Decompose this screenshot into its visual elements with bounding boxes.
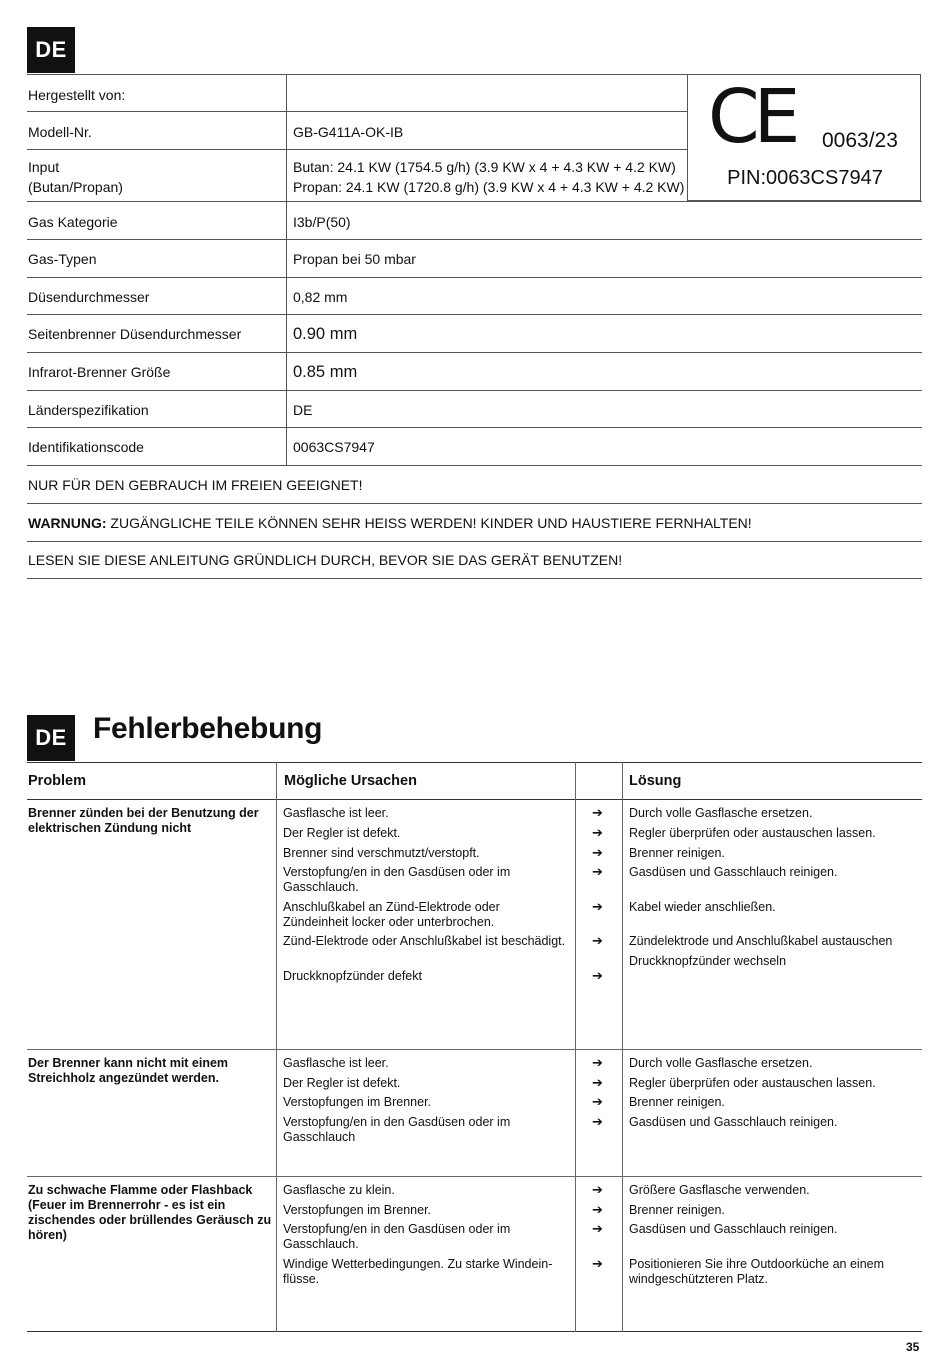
cause-item: Verstopfung/en in den Gasdüsen oder im Gasschlauch	[283, 1115, 511, 1144]
language-badge: DE	[27, 715, 75, 761]
cause-item: Verstopfungen im Brenner.	[283, 1095, 432, 1109]
spec-label: Infrarot-Brenner Größe	[28, 364, 171, 380]
arrow-icon: ➔	[592, 968, 603, 983]
section-title: Fehlerbehebung	[93, 712, 323, 745]
cause-item: Brenner sind verschmutzt/verstopft.	[283, 846, 480, 860]
spec-label: Gas-Typen	[28, 251, 97, 267]
cause-item: Verstopfung/en in den Gasdüsen oder im Gasschlauch.	[283, 1222, 511, 1251]
solution-item: Brenner reinigen.	[629, 1095, 725, 1109]
spec-value-sub: Propan: 24.1 KW (1720.8 g/h) (3.9 KW x 4 + 4.3 KW + 4.2 KW)	[293, 179, 685, 195]
page-number: 35	[906, 1340, 920, 1354]
solution-item: Gasdüsen und Gasschlauch reinigen.	[629, 1115, 838, 1129]
arrow-icon: ➔	[592, 1202, 603, 1217]
solution-item: Positionieren Sie ihre Outdoorküche an einem windgeschützteren Platz.	[629, 1257, 885, 1286]
spec-value: 0.90 mm	[293, 325, 358, 343]
ce-mark: CE	[708, 74, 795, 160]
arrow-icon: ➔	[592, 1094, 603, 1109]
cause-item: Verstopfungen im Brenner.	[283, 1203, 432, 1217]
solution-item: Gasdüsen und Gasschlauch reinigen.	[629, 1222, 838, 1236]
spec-label: Seitenbrenner Düsendurchmesser	[28, 326, 242, 342]
spec-label: Länderspezifikation	[28, 402, 149, 418]
header-solution: Lösung	[629, 773, 682, 789]
spec-label: Düsendurchmesser	[28, 289, 150, 305]
cause-item: Druckknopfzünder defekt	[283, 969, 422, 983]
spec-value: GB-G411A-OK-IB	[293, 124, 404, 140]
spec-value: DE	[293, 402, 313, 418]
arrow-icon: ➔	[592, 899, 603, 914]
cause-item: Windige Wetterbedingungen. Zu starke Windein- flüsse.	[283, 1257, 553, 1286]
warning-text: ZUGÄNGLICHE TEILE KÖNNEN SEHR HEISS WERDEN! KINDER UND HAUSTIERE FERNHALTEN!	[106, 515, 752, 531]
cause-item: Anschlußkabel an Zünd-Elektrode oder Zündeinheit locker oder unterbrochen.	[283, 900, 500, 929]
arrow-icon: ➔	[592, 864, 603, 879]
spec-label: Input	[28, 159, 60, 175]
solution-item: Durch volle Gasflasche ersetzen.	[629, 1056, 813, 1070]
problem-text: Der Brenner kann nicht mit einem Streichholz angezündet werden.	[28, 1056, 229, 1085]
solution-item: Kabel wieder anschließen.	[629, 900, 776, 914]
arrow-icon: ➔	[592, 825, 603, 840]
solution-item: Brenner reinigen.	[629, 1203, 725, 1217]
problem-text: Zu schwache Flamme oder Flashback (Feuer im Brennerrohr - es ist ein zischendes oder brüllendes Geräusch zu hören)	[28, 1183, 272, 1242]
cause-item: Der Regler ist defekt.	[283, 826, 401, 840]
header-causes: Mögliche Ursachen	[284, 773, 417, 789]
arrow-icon: ➔	[592, 1075, 603, 1090]
solution-item: Druckknopfzünder wechseln	[629, 954, 787, 968]
warning-label: WARNUNG:	[28, 515, 107, 531]
spec-label: Gas Kategorie	[28, 214, 118, 230]
cause-item: Gasflasche zu klein.	[283, 1183, 395, 1197]
spec-value: 0,82 mm	[293, 289, 348, 305]
cause-item: Gasflasche ist leer.	[283, 1056, 389, 1070]
spec-label: Hergestellt von:	[28, 87, 126, 103]
spec-label-sub: (Butan/Propan)	[28, 179, 123, 195]
arrow-icon: ➔	[592, 845, 603, 860]
solution-item: Zündelektrode und Anschlußkabel austauschen	[629, 934, 893, 948]
language-badge: DE	[27, 27, 75, 73]
cause-item: Verstopfung/en in den Gasdüsen oder im Gasschlauch.	[283, 865, 511, 894]
arrow-icon: ➔	[592, 1055, 603, 1070]
arrow-icon: ➔	[592, 1221, 603, 1236]
spec-value: Propan bei 50 mbar	[293, 251, 416, 267]
arrow-icon: ➔	[592, 933, 603, 948]
arrow-icon: ➔	[592, 1182, 603, 1197]
arrow-icon: ➔	[592, 1256, 603, 1271]
arrow-icon: ➔	[592, 1114, 603, 1129]
spec-value: 0.85 mm	[293, 363, 358, 381]
cause-item: Der Regler ist defekt.	[283, 1076, 401, 1090]
solution-item: Regler überprüfen oder austauschen lassen.	[629, 1076, 876, 1090]
read-manual-notice: LESEN SIE DIESE ANLEITUNG GRÜNDLICH DURCH, BEVOR SIE DAS GERÄT BENUTZEN!	[28, 552, 623, 568]
outdoor-notice: NUR FÜR DEN GEBRAUCH IM FREIEN GEEIGNET!	[28, 477, 363, 493]
solution-item: Größere Gasflasche verwenden.	[629, 1183, 810, 1197]
spec-label: Modell-Nr.	[28, 124, 92, 140]
solution-item: Durch volle Gasflasche ersetzen.	[629, 806, 813, 820]
spec-label: Identifikationscode	[28, 439, 144, 455]
problem-text: Brenner zünden bei der Benutzung der elektrischen Zündung nicht	[28, 806, 259, 835]
solution-item: Gasdüsen und Gasschlauch reinigen.	[629, 865, 838, 879]
spec-value: 0063CS7947	[293, 439, 375, 455]
ce-certification-box	[687, 74, 921, 201]
ce-notified-body-number: 0063/23	[822, 129, 898, 152]
cause-item: Zünd-Elektrode oder Anschlußkabel ist beschädigt.	[283, 934, 566, 948]
spec-value: Butan: 24.1 KW (1754.5 g/h) (3.9 KW x 4 + 4.3 KW + 4.2 KW)	[293, 159, 676, 175]
warning-notice	[28, 515, 752, 531]
ce-pin: PIN:0063CS7947	[727, 167, 883, 189]
solution-item: Brenner reinigen.	[629, 846, 725, 860]
solution-item: Regler überprüfen oder austauschen lassen.	[629, 826, 876, 840]
header-problem: Problem	[28, 773, 87, 789]
spec-value: I3b/P(50)	[293, 214, 351, 230]
cause-item: Gasflasche ist leer.	[283, 806, 389, 820]
arrow-icon: ➔	[592, 805, 603, 820]
